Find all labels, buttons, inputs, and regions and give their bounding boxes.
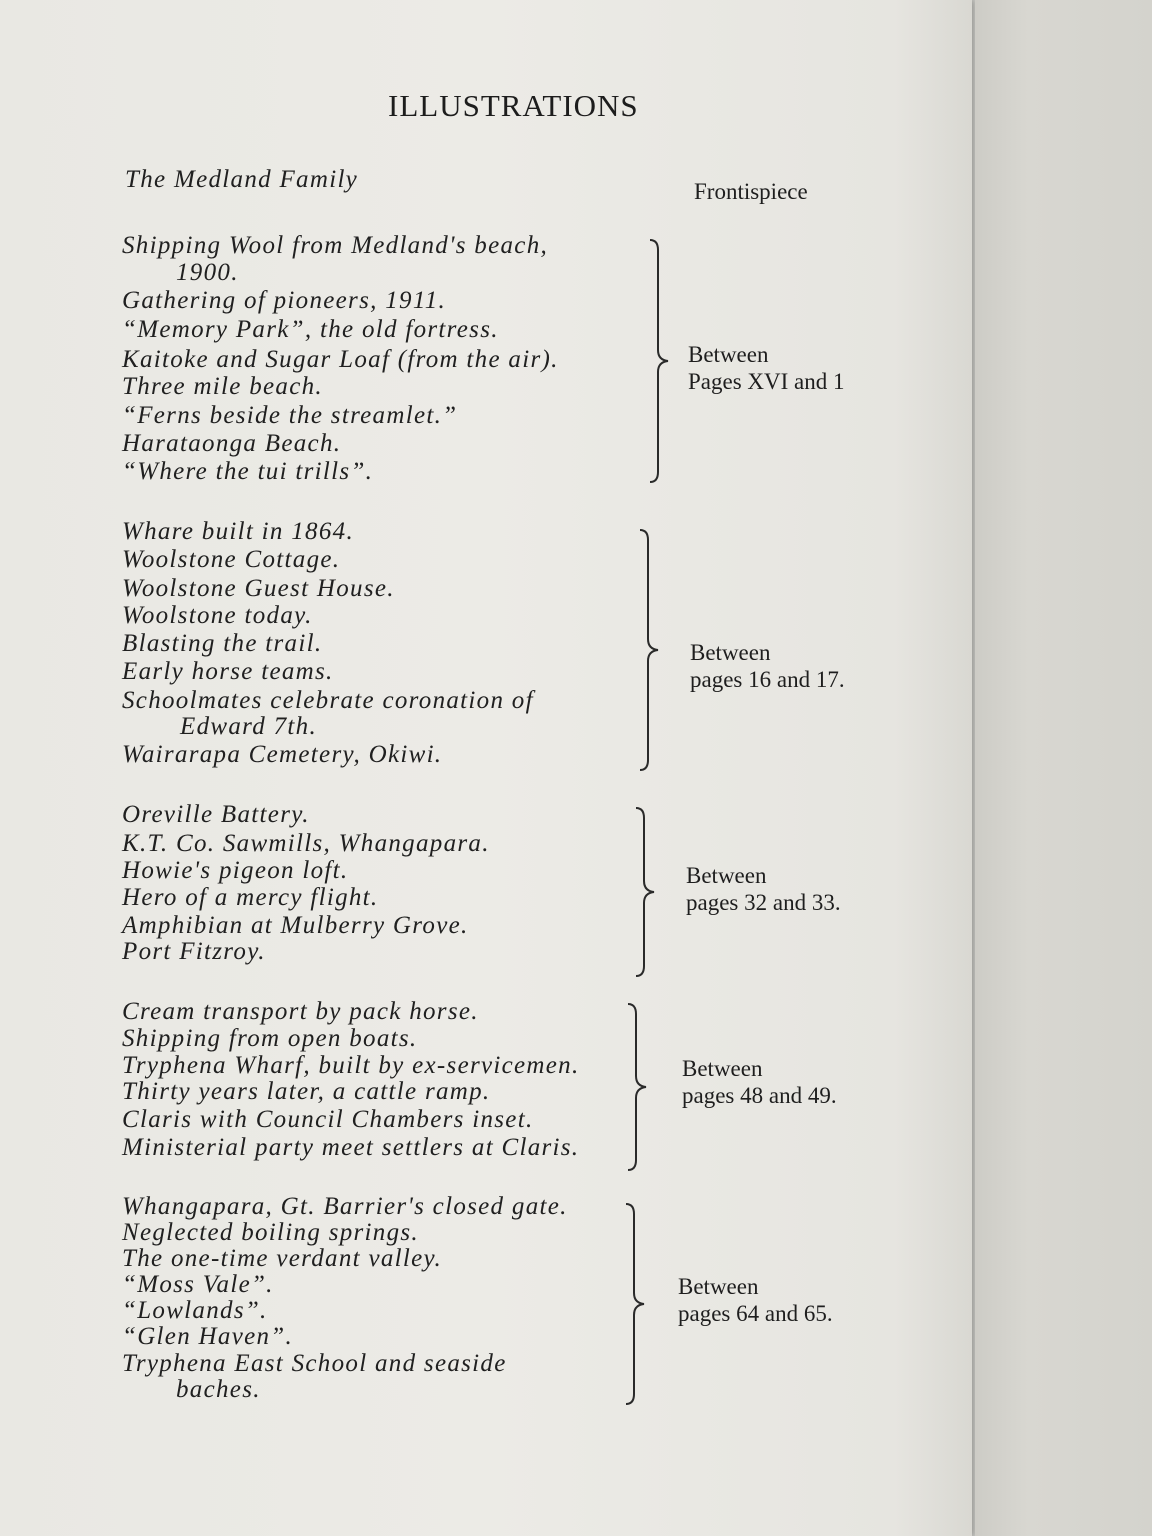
adjacent-page-edge	[975, 0, 1152, 1536]
list-item: “Memory Park”, the old fortress.	[122, 316, 499, 343]
brace	[638, 528, 662, 772]
placement-label: Between pages 32 and 33.	[686, 863, 841, 915]
list-item: The one-time verdant valley.	[122, 1245, 443, 1272]
list-item: Gathering of pioneers, 1911.	[122, 287, 447, 314]
frontispiece-caption: The Medland Family	[125, 166, 359, 193]
list-item: K.T. Co. Sawmills, Whangapara.	[122, 830, 490, 857]
list-item: baches.	[176, 1376, 261, 1403]
list-item: “Where the tui trills”.	[122, 458, 374, 485]
brace	[624, 1202, 648, 1406]
list-item: Tryphena Wharf, built by ex-servicemen.	[122, 1052, 580, 1079]
placement-label: Between pages 16 and 17.	[690, 640, 845, 692]
page-title: ILLUSTRATIONS	[388, 88, 639, 123]
list-item: 1900.	[176, 259, 239, 286]
list-item: Port Fitzroy.	[122, 938, 266, 965]
list-item: Ministerial party meet settlers at Claris.	[122, 1134, 580, 1161]
placement-label: Between Pages XVI and 1	[688, 342, 845, 394]
list-item: Neglected boiling springs.	[122, 1219, 419, 1246]
list-item: “Ferns beside the streamlet.”	[122, 402, 458, 429]
list-item: Woolstone today.	[122, 602, 313, 629]
placement-label: Between pages 64 and 65.	[678, 1274, 833, 1326]
brace	[634, 806, 658, 978]
list-item: “Lowlands”.	[122, 1297, 268, 1324]
list-item: Kaitoke and Sugar Loaf (from the air).	[122, 346, 559, 373]
brace	[648, 238, 672, 484]
list-item: Harataonga Beach.	[122, 430, 342, 457]
list-item: Whangapara, Gt. Barrier's closed gate.	[122, 1193, 568, 1220]
list-item: Whare built in 1864.	[122, 518, 355, 545]
list-item: Woolstone Cottage.	[122, 546, 341, 573]
list-item: Cream transport by pack horse.	[122, 998, 479, 1025]
list-item: Schoolmates celebrate coronation of	[122, 687, 534, 714]
list-item: Woolstone Guest House.	[122, 575, 395, 602]
list-item: “Moss Vale”.	[122, 1271, 274, 1298]
list-item: Amphibian at Mulberry Grove.	[122, 912, 469, 939]
list-item: Blasting the trail.	[122, 630, 323, 657]
list-item: Three mile beach.	[122, 373, 323, 400]
placement-label: Between pages 48 and 49.	[682, 1056, 837, 1108]
brace	[626, 1002, 650, 1172]
list-item: Early horse teams.	[122, 658, 334, 685]
list-item: Tryphena East School and seaside	[122, 1350, 507, 1377]
list-item: Shipping from open boats.	[122, 1025, 418, 1052]
list-item: Shipping Wool from Medland's beach,	[122, 232, 549, 259]
list-item: Howie's pigeon loft.	[122, 857, 349, 884]
frontispiece-placement: Frontispiece	[694, 179, 808, 204]
list-item: Oreville Battery.	[122, 801, 310, 828]
list-item: Thirty years later, a cattle ramp.	[122, 1078, 491, 1105]
list-item: Hero of a mercy flight.	[122, 884, 379, 911]
list-item: “Glen Haven”.	[122, 1323, 294, 1350]
list-item: Edward 7th.	[180, 713, 317, 740]
list-item: Wairarapa Cemetery, Okiwi.	[122, 741, 443, 768]
list-item: Claris with Council Chambers inset.	[122, 1106, 534, 1133]
